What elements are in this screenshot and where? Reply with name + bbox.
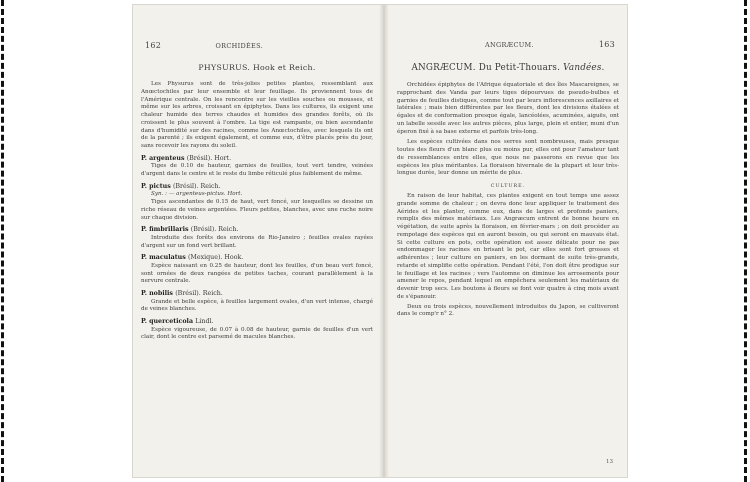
species-description: Tiges ascendantes de 0.15 de haut, vert foncé, sur lesquelles se dessine un riche réseau de veines argentées. Fleurs petites, blanches, avec une ruche noire sur chaque division. bbox=[141, 199, 373, 221]
culture-closing-paragraph: Deux ou trois espèces, nouvellement introduites du Japon, se cultiveront dans le comp'r n° 2. bbox=[397, 303, 619, 318]
species-heading: P. querceticola Lindl. bbox=[141, 318, 214, 325]
species-heading: P. pictus (Brésil). Reich. bbox=[141, 182, 221, 190]
species-description: Grande et belle espèce, à feuilles largement ovales, d'un vert intense, chargé de veines blanches. bbox=[141, 298, 373, 313]
left-running-header bbox=[145, 41, 263, 50]
right-page-title: ANGRÆCUM. Du Petit-Thouars. Vandées. bbox=[411, 63, 605, 73]
left-page-body bbox=[141, 57, 373, 342]
left-page bbox=[133, 5, 379, 477]
species-heading: P. argenteus (Brésil). Hort. bbox=[141, 154, 232, 162]
species-description: Introduite des forêts des environs de Rio-Janeiro ; feuilles ovales rayées d'argent sur un fond vert brillant. bbox=[141, 234, 373, 249]
right-page-number: 163 bbox=[598, 40, 615, 49]
species-heading: P. nobilis (Brésil). Reich. bbox=[141, 290, 223, 297]
right-page bbox=[389, 5, 627, 477]
right-intro-paragraph: Orchidées épiphytes de l'Afrique équatoriale et des îles Mascareignes, se rapprochant des Vanda par leurs tiges dépourvues de pseudo-bulbes et garnies de feuilles distiques, comme tout par leurs inflorescences axillaires et latérales ; mais bien différentes par les fleurs, dont les divisions étalées et égales et de conformation presque égale, lancéolées, acuminées, aiguës, ont un labelle sessile avec les autres pièces, plus large, plein et entier, muni d'un éperon fixé à sa base externe et parfois très-long. bbox=[397, 82, 619, 135]
right-running-header bbox=[485, 41, 615, 49]
species-description: Espèce vigoureuse, de 0.07 à 0.08 de hauteur, garnie de feuilles d'un vert clair, dont le centre est parsemé de macules blanches. bbox=[141, 326, 373, 341]
species-list bbox=[141, 155, 373, 342]
culture-paragraph: En raison de leur habitat, ces plantes exigent en tout temps une assez grande somme de chaleur ; on devra donc leur appliquer le traitement des Aérides et les planter, comme eux, dans de larges et profonds paniers, remplis des mêmes matériaux. Les Angræcum entrent de bonne heure en végétation, de suite après la floraison, en février-mars ; on doit procéder au rempotage des espèces qui en auront besoin, ou qui seront en mauvais état. Si cette culture en pots, cette opération est assez délicate pour ne pas endommager les racines en brisant le pot, car elles sont fort grosses et adhérentes ; leur culture en paniers, en les dormant de suite très-grands, retarde et simplifie cette opération. Pendant l'été, l'on doit être prodigue sur le feuillage et les racines ; vers l'automne on diminue les arrosements pour amener le repos, pendant lequel on empêchera seulement les matériaux de devenir trop secs. Les boutons à fleurs se font voir quatre à cinq mois avant de s'épanouir. bbox=[397, 193, 619, 300]
dashed-edge-left bbox=[1, 0, 8, 482]
right-running-head: ANGRÆCUM. bbox=[485, 41, 534, 49]
right-second-paragraph: Les espèces cultivées dans nos serres sont nombreuses, mais presque toutes des fleurs d'un blanc plus ou moins pur, elles ont pour l'amateur tant de ressemblances entre elles, que nous ne passerons en revue que les espèces les plus méritantes. La floraison hivernale de la plupart et leur très-longue durée, leur donne un mérite de plus. bbox=[397, 139, 619, 177]
species-description: Espèce naissant en 0.25 de hauteur, dont les feuilles, d'un beau vert foncé, sont ornées de deux rangées de petites taches, courant parallèlement à la nervure centrale. bbox=[141, 262, 373, 285]
book-spread bbox=[133, 5, 627, 477]
culture-section-title: CULTURE. bbox=[490, 184, 526, 189]
book-fold bbox=[379, 5, 389, 477]
left-page-title: PHYSURUS. Hook et Reich. bbox=[198, 63, 316, 72]
left-page-number: 162 bbox=[145, 41, 162, 50]
left-intro-paragraph: Les Physurus sont de très-jolies petites plantes, ressemblant aux Anœctochiles par leur ensemble et leur feuillage. Ils proviennent tous de l'Amérique centrale. On les rencontre sur les vieilles souches ou mousses, et même sur les arbres, croissant en épiphytes. Dans les cultures, ils exigent une chaleur humide des terres chaudes et humides des grandes forêts, où ils croissent le plus souvent à l'ombre. La tige est rampante, ou bien ascendante dans d'humidité sur des racines, comme les Anœctochiles, avec lesquels ils ont de la parenté ; ils exigent également, et comme eux, d'être placés près du jour, sans recevoir les rayons du soleil. bbox=[141, 81, 373, 149]
species-heading: P. fimbrillaris (Brésil). Reich. bbox=[141, 226, 239, 234]
right-page-body bbox=[397, 53, 619, 319]
species-synonym: Syn. : — argenteus-pictus. Hort. bbox=[151, 191, 243, 198]
signature-mark: 13 bbox=[606, 459, 613, 465]
species-description: Tiges de 0.10 de hauteur, garnies de feuilles, tout vert tendre, veinées d'argent dans le centre et le reste du limbe réticulé plus faiblement de même. bbox=[141, 163, 373, 177]
dashed-edge-right bbox=[744, 0, 750, 482]
species-heading: P. maculatus (Mexique). Hook. bbox=[141, 254, 244, 262]
left-running-head: ORCHIDÉES. bbox=[215, 42, 263, 50]
